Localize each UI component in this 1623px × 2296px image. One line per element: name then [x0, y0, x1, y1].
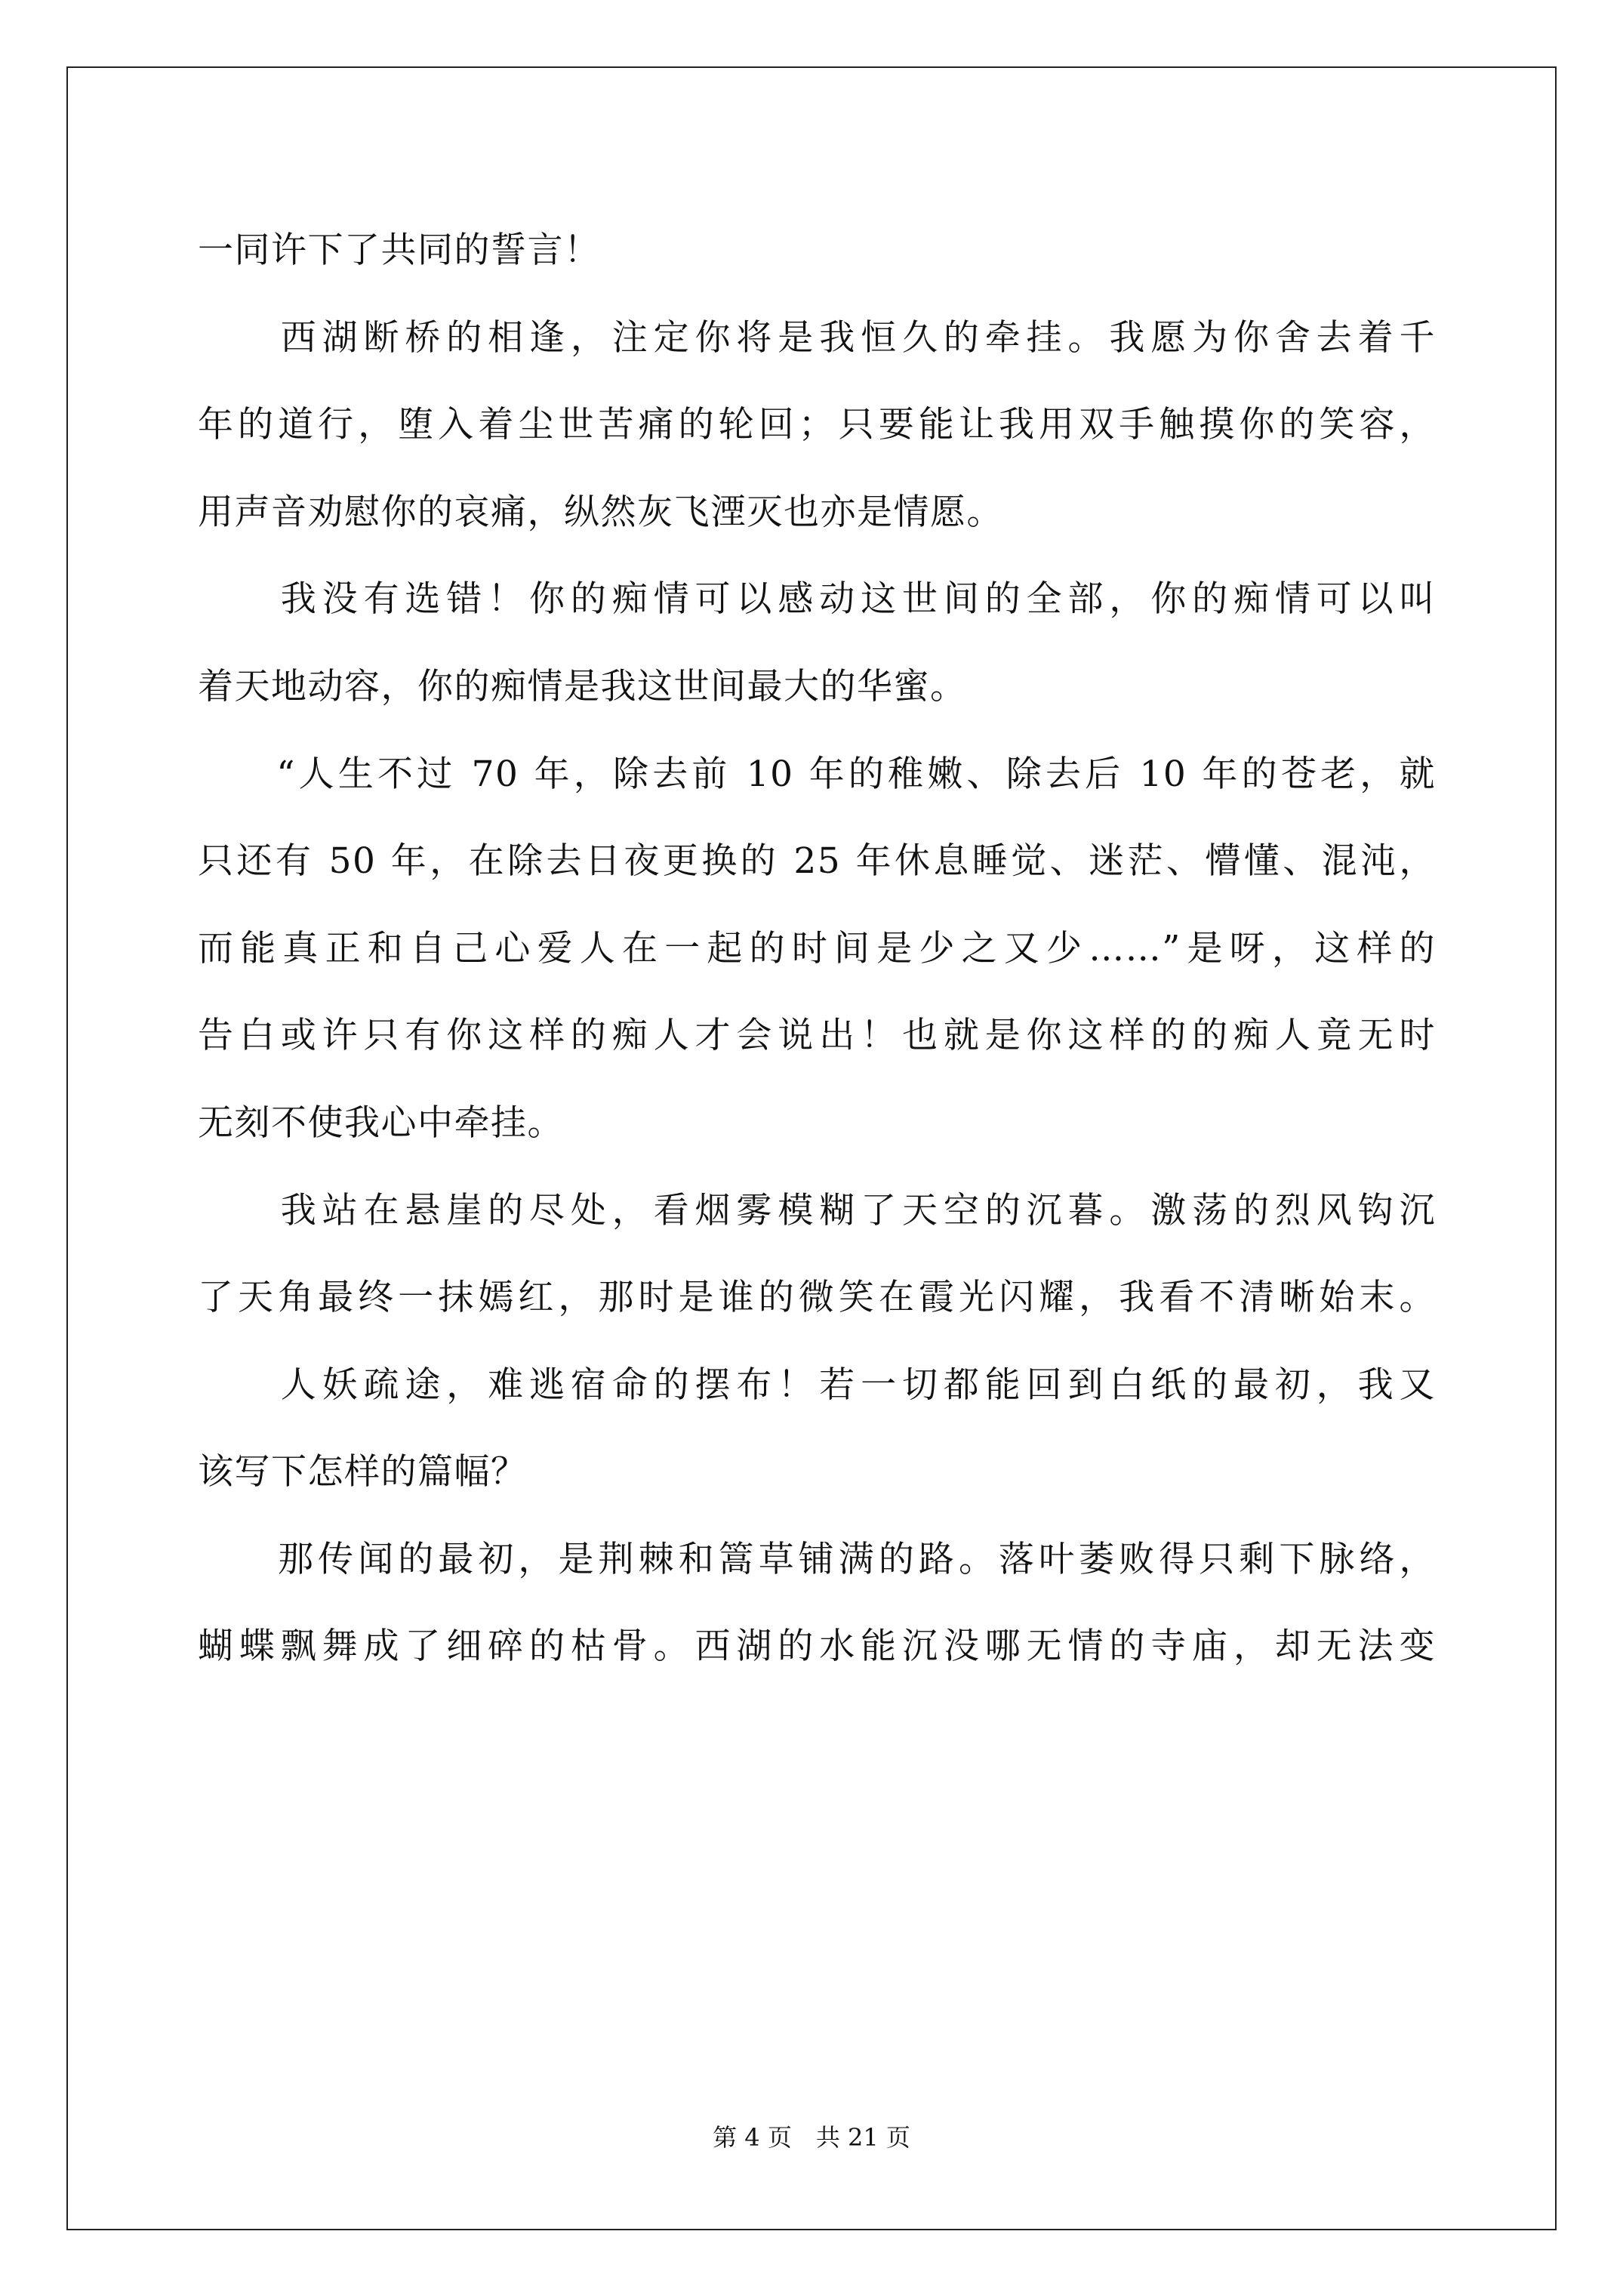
page-number-footer: 第 4 页 共 21 页 [713, 2123, 910, 2152]
page-border [66, 66, 1557, 2230]
text-line: 我站在悬崖的尽处，看烟雾模糊了天空的沉暮。激荡的烈风钩沉 [198, 1190, 1436, 1231]
text-line: 了天角最终一抹嫣红，那时是谁的微笑在霞光闪耀，我看不清晰始末。 [198, 1277, 1436, 1318]
text-line: 人妖疏途，难逃宿命的摆布！若一切都能回到白纸的最初，我又 [198, 1364, 1436, 1406]
text-line: 告白或许只有你这样的痴人才会说出！也就是你这样的的痴人竟无时 [198, 1015, 1436, 1056]
text-line: 只还有 50 年，在除去日夜更换的 25 年休息睡觉、迷茫、懵懂、混沌， [198, 840, 1436, 882]
text-line: 我没有选错！你的痴情可以感动这世间的全部，你的痴情可以叫 [198, 578, 1436, 620]
text-line: 那传闻的最初，是荆棘和篙草铺满的路。落叶萎败得只剩下脉络， [198, 1539, 1436, 1580]
text-line: 蝴蝶飘舞成了细碎的枯骨。西湖的水能沉没哪无情的寺庙，却无法变 [198, 1626, 1436, 1667]
text-line: 着天地动容，你的痴情是我这世间最大的华蜜。 [198, 666, 967, 707]
text-line: 年的道行，堕入着尘世苦痛的轮回；只要能让我用双手触摸你的笑容， [198, 404, 1436, 445]
text-line: 用声音劝慰你的哀痛，纵然灰飞湮灭也亦是情愿。 [198, 492, 1003, 533]
text-line: “人生不过 70 年，除去前 10 年的稚嫩、除去后 10 年的苍老，就 [198, 754, 1436, 795]
text-line: 该写下怎样的篇幅？ [198, 1451, 528, 1493]
text-line: 西湖断桥的相逢，注定你将是我恒久的牵挂。我愿为你舍去着千 [198, 317, 1436, 359]
text-line: 而能真正和自己心爱人在一起的时间是少之又少……”是呀，这样的 [198, 928, 1436, 969]
text-line: 无刻不使我心中牵挂。 [198, 1102, 564, 1144]
text-line: 一同许下了共同的誓言！ [198, 230, 601, 271]
